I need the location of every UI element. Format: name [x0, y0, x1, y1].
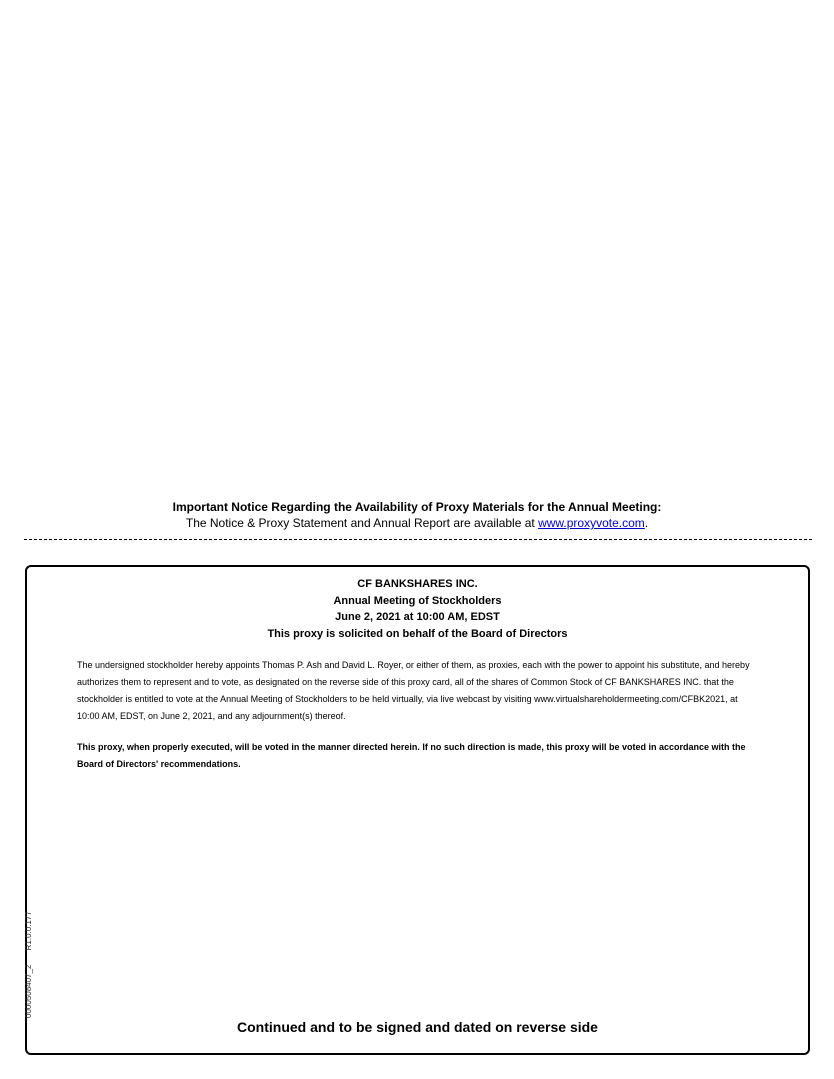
notice-text-prefix: The Notice & Proxy Statement and Annual Report are available at: [185, 516, 535, 530]
notice-text-suffix: .: [644, 516, 649, 530]
notice-heading: Important Notice Regarding the Availability of Proxy Materials for the Annual Meeting:: [172, 500, 662, 514]
side-control-code: [24, 911, 34, 1018]
solicitation-statement: This proxy is solicited on behalf of the Board of Directors: [267, 627, 568, 640]
voting-direction-paragraph: This proxy, when properly executed, will be voted in the manner directed herein. If no such direction is made, this proxy will be voted in accordance with the Board of Directors' recommendations.: [77, 742, 746, 769]
proxy-card-body: [77, 657, 757, 773]
revision-code: R1.0.0.177: [24, 911, 33, 951]
proxy-card: [25, 565, 810, 1055]
appointment-paragraph: The undersigned stockholder hereby appoints Thomas P. Ash and David L. Royer, or either of them, as proxies, each with the power to appoint his substitute, and hereby authorizes them to represent and to vote, as designated on the reverse side of this proxy card, all of the shares of Common Stock of CF BANKSHARES INC. that the stockholder is entitled to vote at the Annual Meeting of Stockholders to be held virtually, via live webcast by visiting www.virtualshareholdermeeting.com/CFBK2021, at 10:00 AM, EDST, on June 2, 2021, and any adjournment(s) thereof.: [77, 660, 750, 721]
company-name: CF BANKSHARES INC.: [357, 578, 478, 590]
control-number: 0000508407_2: [24, 964, 33, 1018]
proxy-materials-notice: [0, 499, 834, 531]
proxy-card-header: [27, 576, 808, 642]
meeting-date-time: June 2, 2021 at 10:00 AM, EDST: [335, 611, 500, 623]
continued-on-reverse-note: Continued and to be signed and dated on reverse side: [237, 1019, 598, 1035]
proxyvote-link[interactable]: www.proxyvote.com: [538, 516, 645, 530]
cut-line-divider: [24, 539, 812, 540]
meeting-title: Annual Meeting of Stockholders: [333, 594, 502, 607]
notice-text: [0, 515, 834, 531]
